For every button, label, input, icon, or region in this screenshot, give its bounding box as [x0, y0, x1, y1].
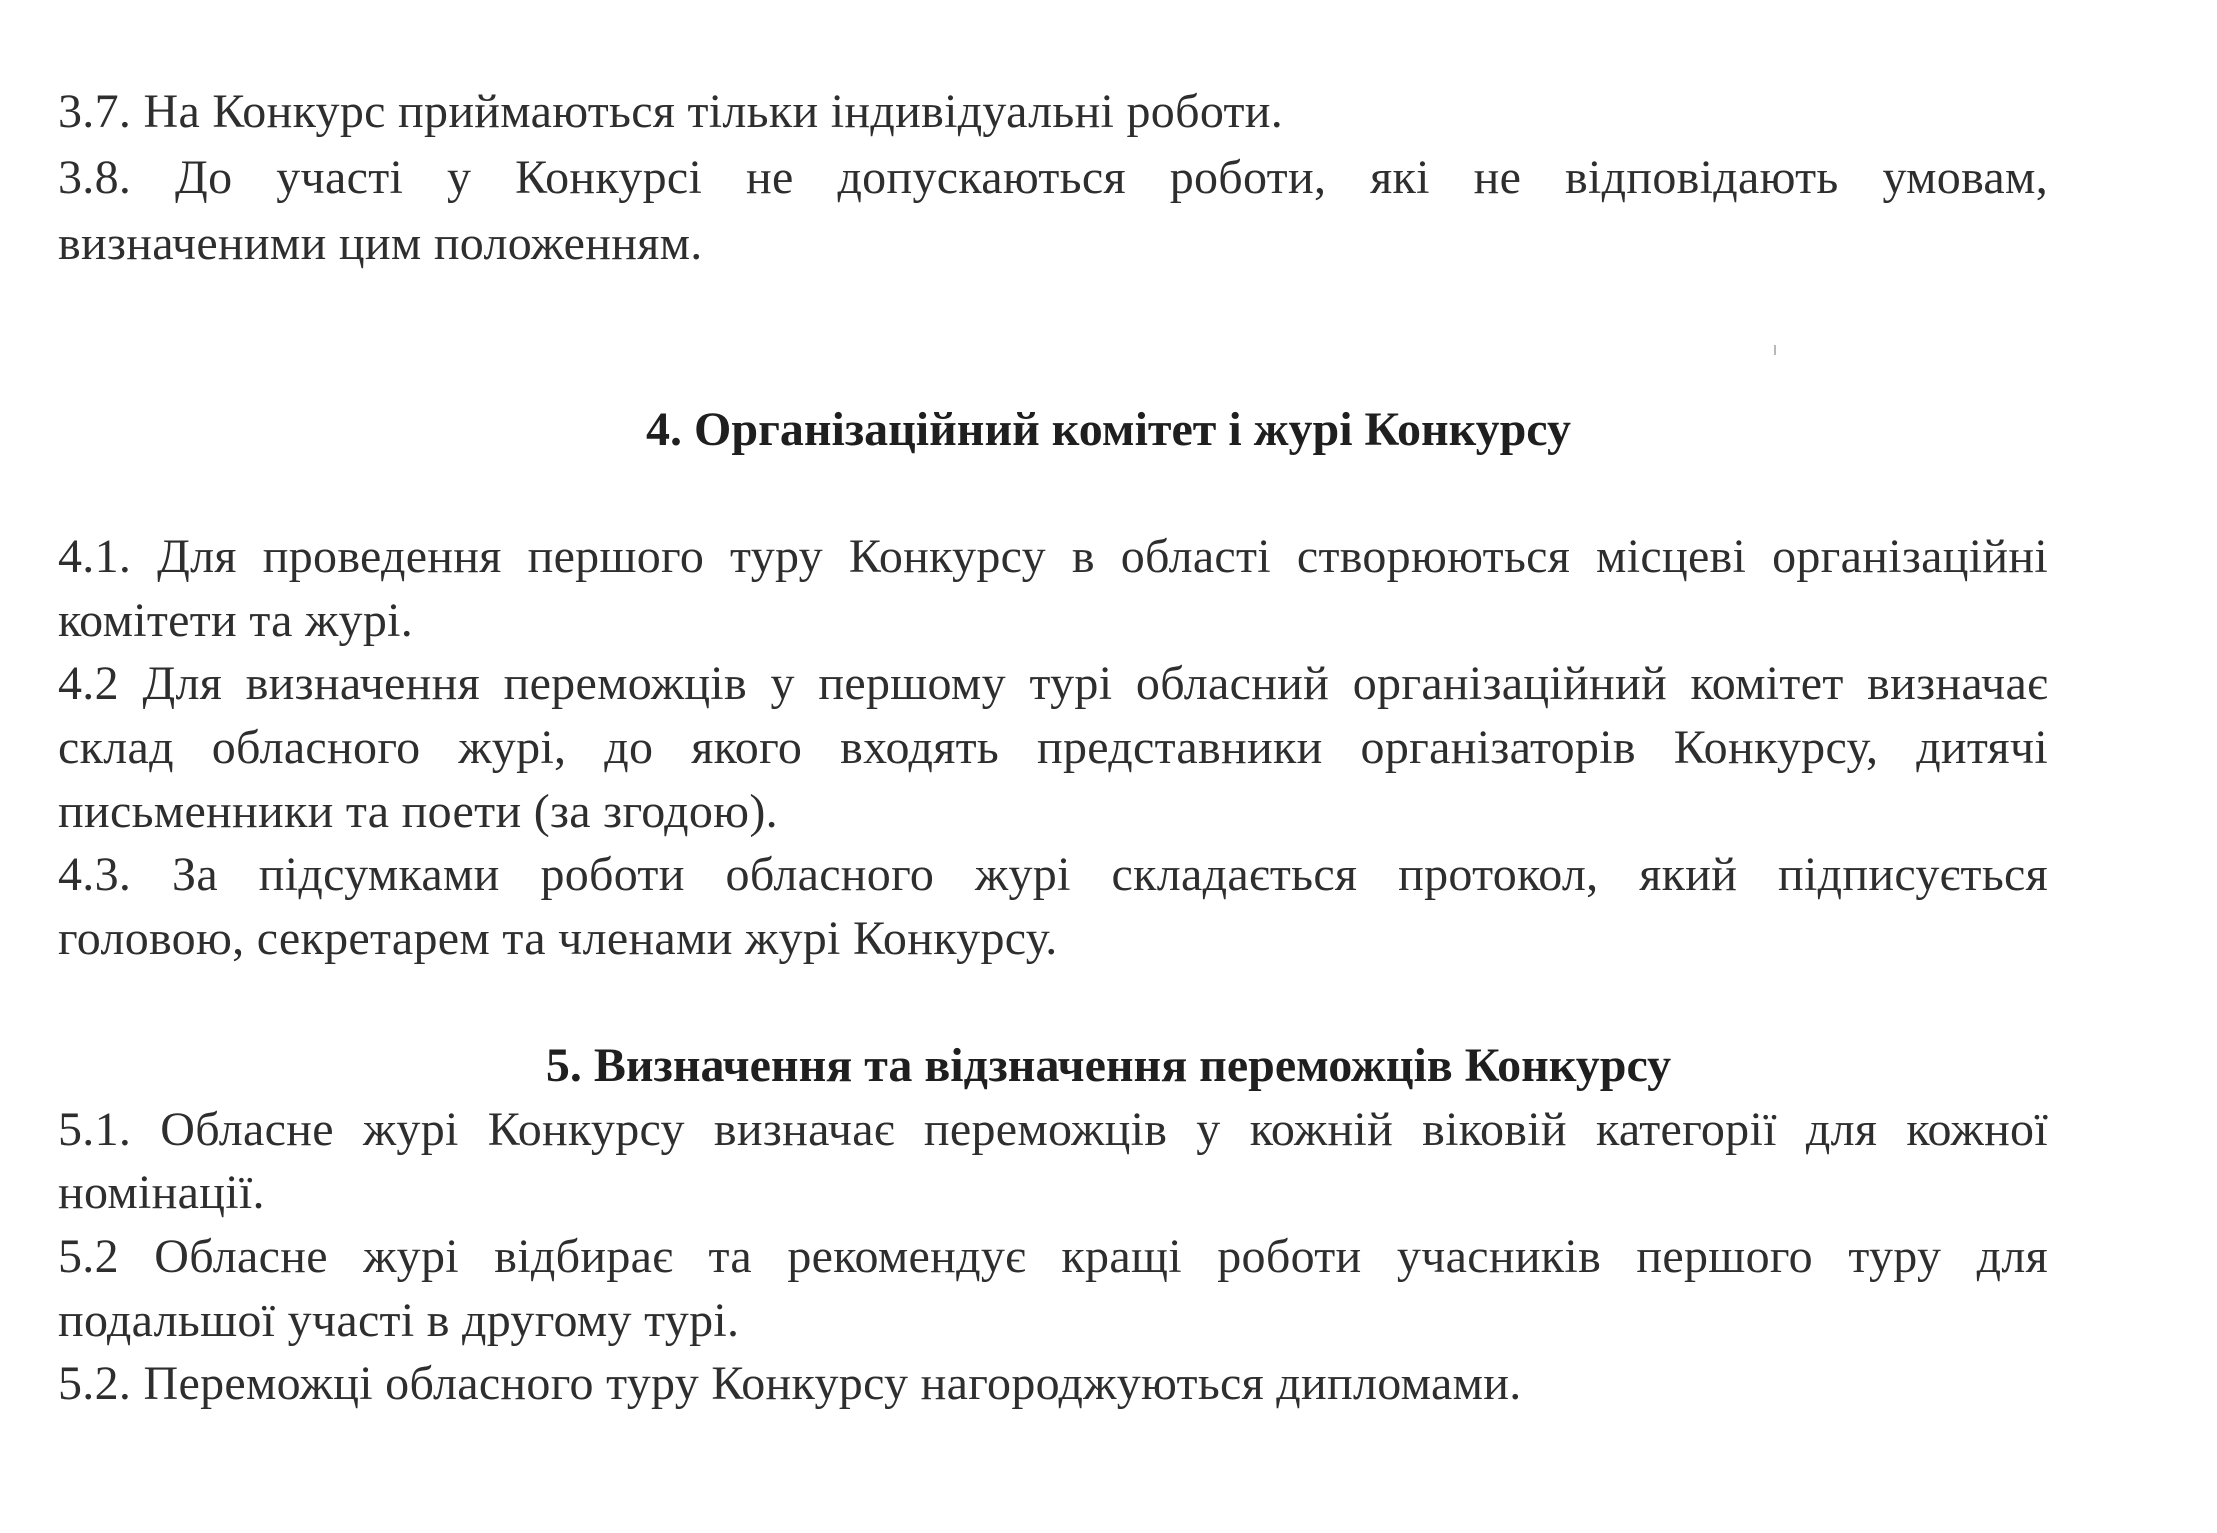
section-4-heading: 4. Організаційний комітет і журі Конкурсу: [646, 403, 1571, 456]
paragraph-5-2-awards: 5.2. Переможці обласного туру Конкурсу нагороджуються дипломами.: [58, 1357, 1522, 1410]
paragraph-3-8-line-1: 3.8. До участі у Конкурсі не допускаються роботи, які не відповідають умовам,: [58, 151, 2048, 204]
paragraph-5-2-line-2: подальшої участі в другому турі.: [58, 1294, 740, 1347]
paragraph-5-1-line-1: 5.1. Обласне журі Конкурсу визначає переможців у кожній віковій категорії для кожної: [58, 1103, 2048, 1156]
paragraph-4-3-line-1: 4.3. За підсумками роботи обласного журі складається протокол, який підписується: [58, 848, 2048, 901]
paragraph-4-3-line-2: головою, секретарем та членами журі Конкурсу.: [58, 912, 1058, 965]
paragraph-4-2-line-1: 4.2 Для визначення переможців у першому турі обласний організаційний комітет визначає: [58, 657, 2048, 710]
paragraph-5-1-line-2: номінації.: [58, 1166, 265, 1219]
paragraph-3-8-line-2: визначеними цим положенням.: [58, 217, 703, 270]
paragraph-4-1-line-1: 4.1. Для проведення першого туру Конкурсу в області створюються місцеві організаційні: [58, 530, 2048, 583]
paragraph-4-1-line-2: комітети та журі.: [58, 594, 414, 647]
paragraph-4-2-line-3: письменники та поети (за згодою).: [58, 785, 778, 838]
paragraph-3-7: 3.7. На Конкурс приймаються тільки індивідуальні роботи.: [58, 85, 1284, 138]
paragraph-5-2-line-1: 5.2 Обласне журі відбирає та рекомендує кращі роботи учасників першого туру для: [58, 1230, 2048, 1283]
section-5-heading: 5. Визначення та відзначення переможців Конкурсу: [545, 1039, 1672, 1092]
paragraph-4-2-line-2: склад обласного журі, до якого входять представники організаторів Конкурсу, дитячі: [58, 721, 2048, 774]
scan-speck: [1774, 345, 1776, 355]
